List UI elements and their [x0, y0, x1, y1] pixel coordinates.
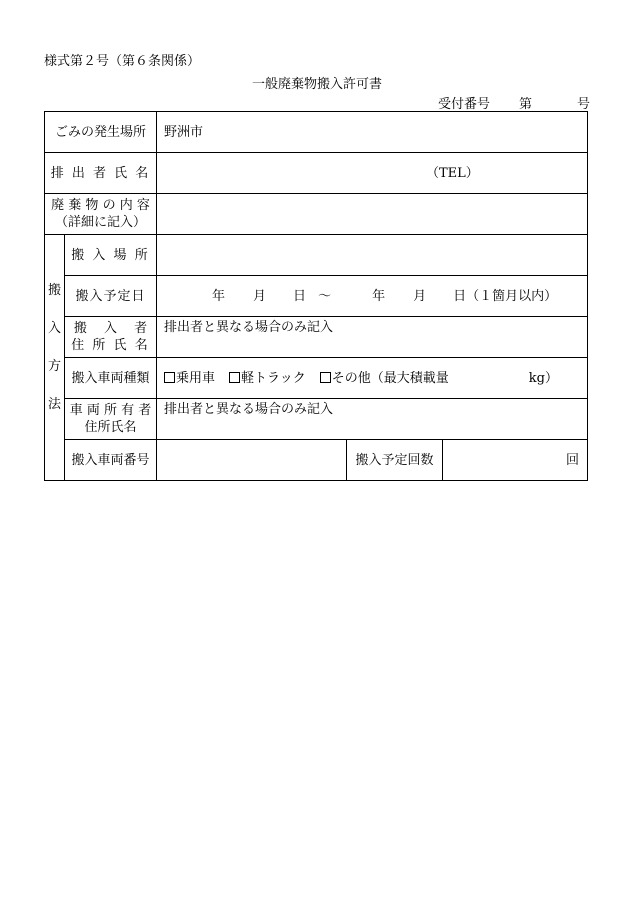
- date-day-2: 日: [453, 288, 467, 304]
- checkbox-other[interactable]: [320, 372, 331, 383]
- max-load-unit: kg）: [528, 370, 558, 386]
- row-vehicle-owner: [45, 399, 588, 440]
- vehicle-owner-label: [65, 399, 157, 440]
- waste-content-field[interactable]: [157, 194, 588, 235]
- checkbox-light-truck[interactable]: [229, 372, 240, 383]
- vehicle-owner-label-line1: 車 両 所 有 者: [69, 403, 152, 418]
- vehicle-type-label: 搬入車両種類: [65, 358, 157, 399]
- delivery-date-field[interactable]: [157, 276, 588, 317]
- discharger-name-field[interactable]: [157, 153, 588, 194]
- delivery-place-label: 搬 入 場 所: [65, 235, 157, 276]
- row-generator-location: [45, 112, 588, 153]
- receipt-go: 号: [577, 97, 591, 112]
- method-char-4: 法: [47, 396, 61, 412]
- tel-label: （TEL）: [426, 165, 479, 181]
- delivery-count-field[interactable]: [443, 440, 588, 481]
- date-year-2: 年: [372, 288, 386, 304]
- row-vehicle-number: [45, 440, 588, 481]
- date-limit-note: （１箇月以内）: [466, 288, 558, 304]
- delivery-date-label: 搬入予定日: [65, 276, 157, 317]
- vehicle-number-field[interactable]: [157, 440, 347, 481]
- waste-content-label-line1: 廃 棄 物 の 内 容: [51, 198, 150, 213]
- row-vehicle-type: [45, 358, 588, 399]
- option-other: その他（最大積載量: [331, 370, 449, 386]
- method-char-1: 搬: [47, 282, 61, 298]
- carrier-label: [65, 317, 157, 358]
- option-passenger-car: 乗用車: [176, 370, 216, 386]
- receipt-number-label: 受付番号: [438, 97, 491, 112]
- date-tilde: 〜: [318, 288, 332, 304]
- option-light-truck: 軽トラック: [241, 370, 306, 386]
- carrier-field[interactable]: 排出者と異なる場合のみ記入: [157, 317, 588, 358]
- date-month-2: 月: [413, 288, 427, 304]
- vehicle-number-label: 搬入車両番号: [65, 440, 157, 481]
- method-char-2: 入: [47, 320, 61, 336]
- date-month-1: 月: [253, 288, 267, 304]
- date-year-1: 年: [212, 288, 226, 304]
- vehicle-type-field: [157, 358, 588, 399]
- row-delivery-date: [45, 276, 588, 317]
- delivery-count-unit: 回: [566, 452, 580, 468]
- checkbox-passenger-car[interactable]: [164, 372, 175, 383]
- vehicle-owner-field[interactable]: 排出者と異なる場合のみ記入: [157, 399, 588, 440]
- row-waste-content: [45, 194, 588, 235]
- delivery-place-field[interactable]: [157, 235, 588, 276]
- receipt-dai: 第: [519, 97, 533, 112]
- method-char-3: 方: [47, 358, 61, 374]
- vehicle-owner-label-line2: 住所氏名: [84, 420, 137, 435]
- row-discharger-name: [45, 153, 588, 194]
- form-number: 様式第２号（第６条関係）: [44, 54, 201, 69]
- waste-content-label-line2: （詳細に記入）: [55, 215, 147, 230]
- generator-location-field[interactable]: 野洲市: [157, 112, 588, 153]
- date-day-1: 日: [293, 288, 307, 304]
- row-delivery-place: [45, 235, 588, 276]
- carrier-label-line1: 搬 入 者: [73, 321, 148, 336]
- permit-form-table: [44, 111, 588, 481]
- waste-content-label: [45, 194, 157, 235]
- form-title: 一般廃棄物搬入許可書: [252, 77, 383, 92]
- carrier-label-line2: 住 所 氏 名: [71, 338, 150, 353]
- method-group-label: [45, 235, 65, 481]
- delivery-count-label: 搬入予定回数: [347, 440, 443, 481]
- generator-location-label: ごみの発生場所: [45, 112, 157, 153]
- row-carrier: [45, 317, 588, 358]
- discharger-name-label: 排 出 者 氏 名: [45, 153, 157, 194]
